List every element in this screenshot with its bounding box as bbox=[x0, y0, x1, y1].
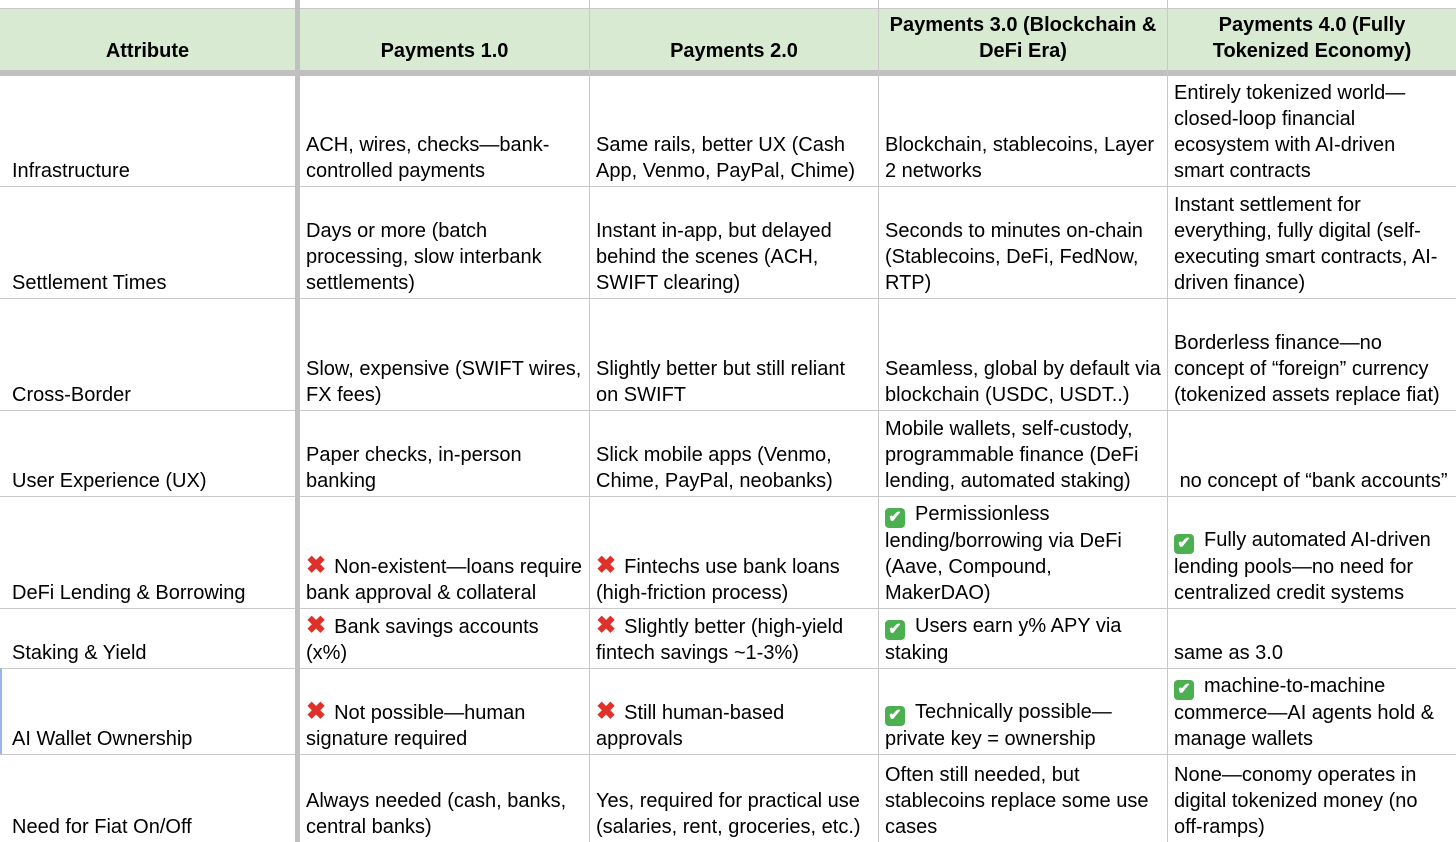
cell-text: no concept of “bank accounts” bbox=[1174, 470, 1448, 492]
cell-settlement-p2[interactable] bbox=[590, 187, 878, 298]
cell-text: Slick mobile apps (Venmo, Chime, PayPal, neobanks) bbox=[596, 444, 838, 492]
cell-text: Fully automated AI-driven lending pools—no need for centralized credit systems bbox=[1174, 529, 1437, 604]
cell-settlement-p1[interactable] bbox=[300, 187, 589, 298]
cell-ai-wallet-p4[interactable] bbox=[1168, 669, 1456, 754]
table-row-infrastructure-attr[interactable] bbox=[0, 76, 295, 186]
cell-ux-p2[interactable] bbox=[590, 411, 878, 496]
cell-text: Users earn y% APY via staking bbox=[885, 615, 1127, 664]
table-row-ux-attr[interactable] bbox=[0, 411, 295, 496]
grid-line bbox=[0, 410, 1456, 411]
table-row-staking-attr[interactable] bbox=[0, 609, 295, 668]
cell-staking-p1[interactable] bbox=[300, 609, 589, 668]
frozen-column-divider[interactable] bbox=[295, 0, 300, 842]
cell-text: Bank savings accounts (x%) bbox=[306, 616, 545, 664]
table-row-ai-wallet-attr[interactable] bbox=[0, 669, 295, 754]
cell-infrastructure-p4[interactable] bbox=[1168, 76, 1456, 186]
check-icon: ✔ bbox=[885, 620, 905, 640]
cell-defi-lending-p2[interactable] bbox=[590, 497, 878, 608]
header-payments-2[interactable]: Payments 2.0 bbox=[590, 8, 878, 70]
cross-icon: ✖ bbox=[306, 612, 327, 639]
cell-text: Not possible—human signature required bbox=[306, 702, 531, 750]
cell-infrastructure-p2[interactable] bbox=[590, 76, 878, 186]
grid-line bbox=[0, 754, 1456, 755]
cell-text: Technically possible—private key = ownership bbox=[885, 701, 1112, 750]
cell-text: Cross-Border bbox=[12, 384, 131, 406]
cell-ux-p3[interactable] bbox=[879, 411, 1167, 496]
cell-text: Blockchain, stablecoins, Layer 2 networks bbox=[885, 134, 1160, 182]
cell-fiat-p2[interactable] bbox=[590, 755, 878, 842]
cell-fiat-p1[interactable] bbox=[300, 755, 589, 842]
cell-text: Non-existent—loans require bank approval & collateral bbox=[306, 556, 588, 604]
cell-text: Seamless, global by default via blockchain (USDC, USDT..) bbox=[885, 358, 1167, 406]
cell-cross-border-p1[interactable] bbox=[300, 299, 589, 410]
cell-cross-border-p3[interactable] bbox=[879, 299, 1167, 410]
header-payments-1[interactable]: Payments 1.0 bbox=[300, 8, 589, 70]
cell-text: Still human-based approvals bbox=[596, 702, 790, 750]
cell-text: Instant in-app, but delayed behind the scenes (ACH, SWIFT clearing) bbox=[596, 220, 838, 294]
header-payments-4[interactable]: Payments 4.0 (Fully Tokenized Economy) bbox=[1168, 8, 1456, 70]
cell-settlement-p3[interactable] bbox=[879, 187, 1167, 298]
cell-cross-border-p2[interactable] bbox=[590, 299, 878, 410]
cell-cross-border-p4[interactable] bbox=[1168, 299, 1456, 410]
cell-text: machine-to-machine commerce—AI agents hold & manage wallets bbox=[1174, 675, 1440, 750]
cell-staking-p3[interactable] bbox=[879, 609, 1167, 668]
cell-text: Borderless finance—no concept of “foreign” currency (tokenized assets replace fiat) bbox=[1174, 332, 1440, 406]
cell-text: Mobile wallets, self-custody, programmable finance (DeFi lending, automated staking) bbox=[885, 418, 1144, 492]
check-icon: ✔ bbox=[885, 706, 905, 726]
cell-text: Same rails, better UX (Cash App, Venmo, PayPal, Chime) bbox=[596, 134, 856, 182]
cell-ai-wallet-p2[interactable] bbox=[590, 669, 878, 754]
cell-text: Yes, required for practical use (salaries, rent, groceries, etc.) bbox=[596, 790, 866, 838]
cell-text: Paper checks, in-person banking bbox=[306, 444, 528, 492]
cell-ux-p1[interactable] bbox=[300, 411, 589, 496]
cell-text: Settlement Times bbox=[12, 272, 167, 294]
check-icon: ✔ bbox=[885, 508, 905, 528]
cell-text: Days or more (batch processing, slow interbank settlements) bbox=[306, 220, 548, 294]
table-row-defi-lending-attr[interactable] bbox=[0, 497, 295, 608]
cell-ux-p4[interactable] bbox=[1168, 411, 1456, 496]
grid-line bbox=[1167, 0, 1168, 842]
grid-line bbox=[0, 668, 1456, 669]
cell-text: Permissionless lending/borrowing via DeFi (Aave, Compound, MakerDAO) bbox=[885, 503, 1128, 604]
grid-line bbox=[0, 298, 1456, 299]
grid-line bbox=[0, 8, 1456, 9]
cell-text: same as 3.0 bbox=[1174, 642, 1283, 664]
cell-text: Entirely tokenized world—closed-loop financial ecosystem with AI-driven smart contracts bbox=[1174, 82, 1406, 182]
cell-text: Infrastructure bbox=[12, 160, 130, 182]
cross-icon: ✖ bbox=[306, 698, 327, 725]
cell-text: Slow, expensive (SWIFT wires, FX fees) bbox=[306, 358, 587, 406]
cell-text: Often still needed, but stablecoins replace some use cases bbox=[885, 764, 1155, 838]
check-icon: ✔ bbox=[1174, 534, 1194, 554]
grid-line bbox=[0, 608, 1456, 609]
cross-icon: ✖ bbox=[306, 552, 327, 579]
grid-line bbox=[0, 496, 1456, 497]
grid-line bbox=[589, 0, 590, 842]
check-icon: ✔ bbox=[1174, 680, 1194, 700]
cell-text: Instant settlement for everything, fully digital (self-executing smart contracts, AI-driven finance) bbox=[1174, 194, 1438, 294]
cell-infrastructure-p3[interactable] bbox=[879, 76, 1167, 186]
row-selection-marker bbox=[0, 668, 2, 754]
cell-text: Slightly better but still reliant on SWIFT bbox=[596, 358, 851, 406]
cell-fiat-p4[interactable] bbox=[1168, 755, 1456, 842]
cross-icon: ✖ bbox=[596, 552, 617, 579]
cell-infrastructure-p1[interactable] bbox=[300, 76, 589, 186]
table-row-settlement-attr[interactable] bbox=[0, 187, 295, 298]
cell-defi-lending-p4[interactable] bbox=[1168, 497, 1456, 608]
cell-ai-wallet-p1[interactable] bbox=[300, 669, 589, 754]
cell-text: Slightly better (high-yield fintech savings ~1-3%) bbox=[596, 616, 849, 664]
cell-ai-wallet-p3[interactable] bbox=[879, 669, 1167, 754]
table-row-cross-border-attr[interactable] bbox=[0, 299, 295, 410]
cell-text: Fintechs use bank loans (high-friction process) bbox=[596, 556, 846, 604]
cross-icon: ✖ bbox=[596, 698, 617, 725]
cell-settlement-p4[interactable] bbox=[1168, 187, 1456, 298]
frozen-row-divider[interactable] bbox=[0, 70, 1456, 76]
cell-text: Always needed (cash, banks, central banks) bbox=[306, 790, 572, 838]
header-attribute[interactable]: Attribute bbox=[0, 8, 295, 70]
cell-fiat-p3[interactable] bbox=[879, 755, 1167, 842]
grid-line bbox=[878, 0, 879, 842]
cell-text: User Experience (UX) bbox=[12, 470, 207, 492]
table-row-fiat-attr[interactable] bbox=[0, 755, 295, 842]
cell-text: None—conomy operates in digital tokenized money (no off-ramps) bbox=[1174, 764, 1424, 838]
cell-staking-p2[interactable] bbox=[590, 609, 878, 668]
cell-text: DeFi Lending & Borrowing bbox=[12, 582, 246, 604]
cell-text: AI Wallet Ownership bbox=[12, 728, 193, 750]
grid-line bbox=[0, 186, 1456, 187]
cell-text: ACH, wires, checks—bank-controlled payments bbox=[306, 134, 550, 182]
cross-icon: ✖ bbox=[596, 612, 617, 639]
cell-text: Staking & Yield bbox=[12, 642, 147, 664]
cell-defi-lending-p1[interactable] bbox=[300, 497, 589, 608]
header-payments-3[interactable]: Payments 3.0 (Blockchain & DeFi Era) bbox=[879, 8, 1167, 70]
cell-defi-lending-p3[interactable] bbox=[879, 497, 1167, 608]
cell-text: Seconds to minutes on-chain (Stablecoins, DeFi, FedNow, RTP) bbox=[885, 220, 1149, 294]
cell-text: Need for Fiat On/Off bbox=[12, 816, 192, 838]
cell-staking-p4[interactable] bbox=[1168, 609, 1456, 668]
